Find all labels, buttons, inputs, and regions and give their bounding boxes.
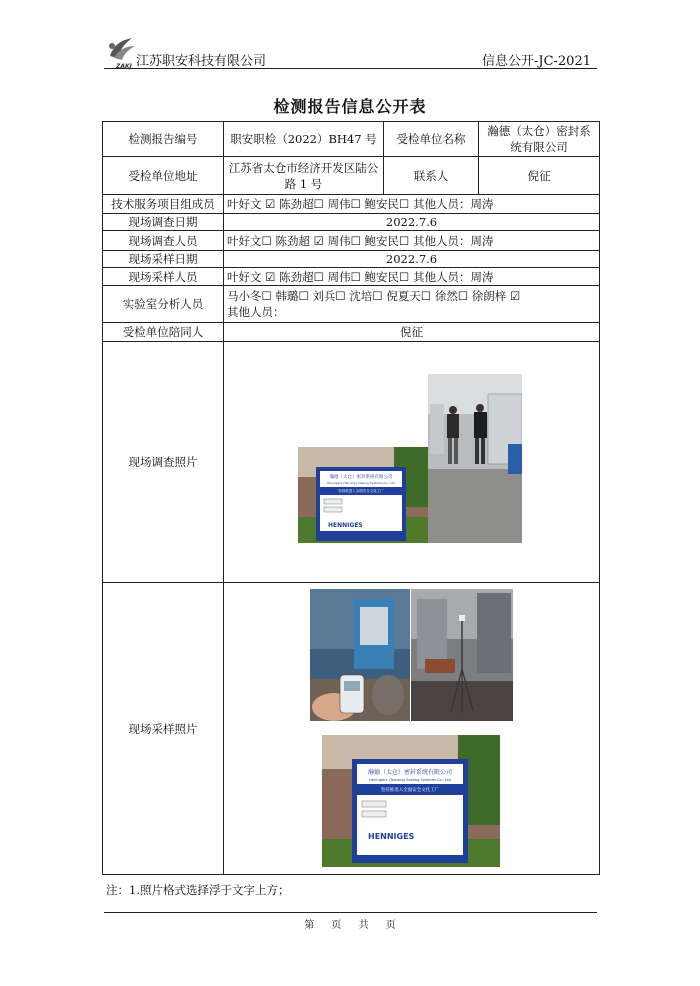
sampling-meter-photo [310,589,410,721]
team-label: 技术服务项目组成员 [103,195,224,214]
table-row [103,157,600,195]
sign-banner: 坚持推进入全面安全文化工厂 [338,489,384,493]
footnote: 注：1.照片格式选择浮于文字上方； [106,883,290,897]
client-label: 受检单位名称 [384,122,479,157]
table-row [103,122,600,157]
survey-date-value: 2022.7.6 [224,214,600,231]
contact-value: 倪征 [479,157,600,195]
sampling-sign-photo [322,735,500,867]
report-no-value: 职安职检（2022）BH47 号 [224,122,384,157]
page-header [104,38,597,69]
sign-brand: HENNIGES [328,522,363,529]
escort-value: 倪征 [224,323,600,342]
table-row [103,251,600,268]
address-label: 受检单位地址 [103,157,224,195]
lab-staff-line: 马小冬☐ 韩璐☐ 刘兵☐ 沈培☐ 倪夏天☐ 徐然☐ 徐朗梓 ☑ [227,289,521,303]
sign-company-cn: 瀚德（太仓）密封系统有限公司 [329,475,393,480]
report-no-label: 检测报告编号 [103,122,224,157]
lab-value [224,286,600,323]
client-value: 瀚德（太仓）密封系统有限公司 [479,122,600,157]
table-row [103,342,600,583]
table-row [103,214,600,231]
sampling-photo-cell [224,583,600,875]
sampling-date-value: 2022.7.6 [224,251,600,268]
table-row [103,583,600,875]
table-row [103,231,600,251]
sign-company-cn-2: 瀚德（太仓）密封系统有限公司 [367,769,453,776]
sampling-date-label: 现场采样日期 [103,251,224,268]
sampling-staff-label: 现场采样人员 [103,268,224,286]
report-table [102,121,600,875]
table-row [103,268,600,286]
contact-label: 联系人 [384,157,479,195]
sign-banner-2: 坚持推进入全面安全文化工厂 [380,788,440,793]
page-title: 检测报告信息公开表 [273,97,427,116]
document-code: 信息公开-JC-2021 [481,54,591,69]
company-name: 江苏职安科技有限公司 [136,54,267,69]
survey-staff-value: 叶好文☐ 陈劲超 ☑ 周伟☐ 鲍安民☐ 其他人员：周涛 [224,231,600,251]
survey-staff-label: 现场调查人员 [103,231,224,251]
survey-photo-label: 现场调查照片 [103,342,224,583]
sampling-staff-value: 叶好文 ☑ 陈劲超☐ 周伟☐ 鲍安民☐ 其他人员：周涛 [224,268,600,286]
table-row [103,195,600,214]
team-value: 叶好文 ☑ 陈劲超☐ 周伟☐ 鲍安民☐ 其他人员：周涛 [224,195,600,214]
address-value: 江苏省太仓市经济开发区陆公路 1 号 [224,157,384,195]
sign-company-en: Hennigers (Taicang) Sealing Systems Co., Ltd [326,481,396,485]
sampling-tripod-photo [411,589,513,721]
survey-photo-cell [224,342,600,583]
table-row [103,286,600,323]
table-row [103,323,600,342]
survey-workshop-photo [428,374,522,543]
sign-company-en-2: Hennigers (Taicang) Sealing Systems Co., Ltd [369,778,451,782]
sign-brand-2: HENNIGES [368,832,415,841]
lab-label: 实验室分析人员 [103,286,224,323]
footer-divider [104,912,597,913]
survey-date-label: 现场调查日期 [103,214,224,231]
sampling-photo-label: 现场采样照片 [103,583,224,875]
page-footer: 第 页 共 页 [304,920,396,931]
escort-label: 受检单位陪同人 [103,323,224,342]
lab-other-line: 其他人员： [227,305,285,319]
logo-text: ZAKJ [116,63,132,70]
survey-sign-photo [298,447,428,543]
